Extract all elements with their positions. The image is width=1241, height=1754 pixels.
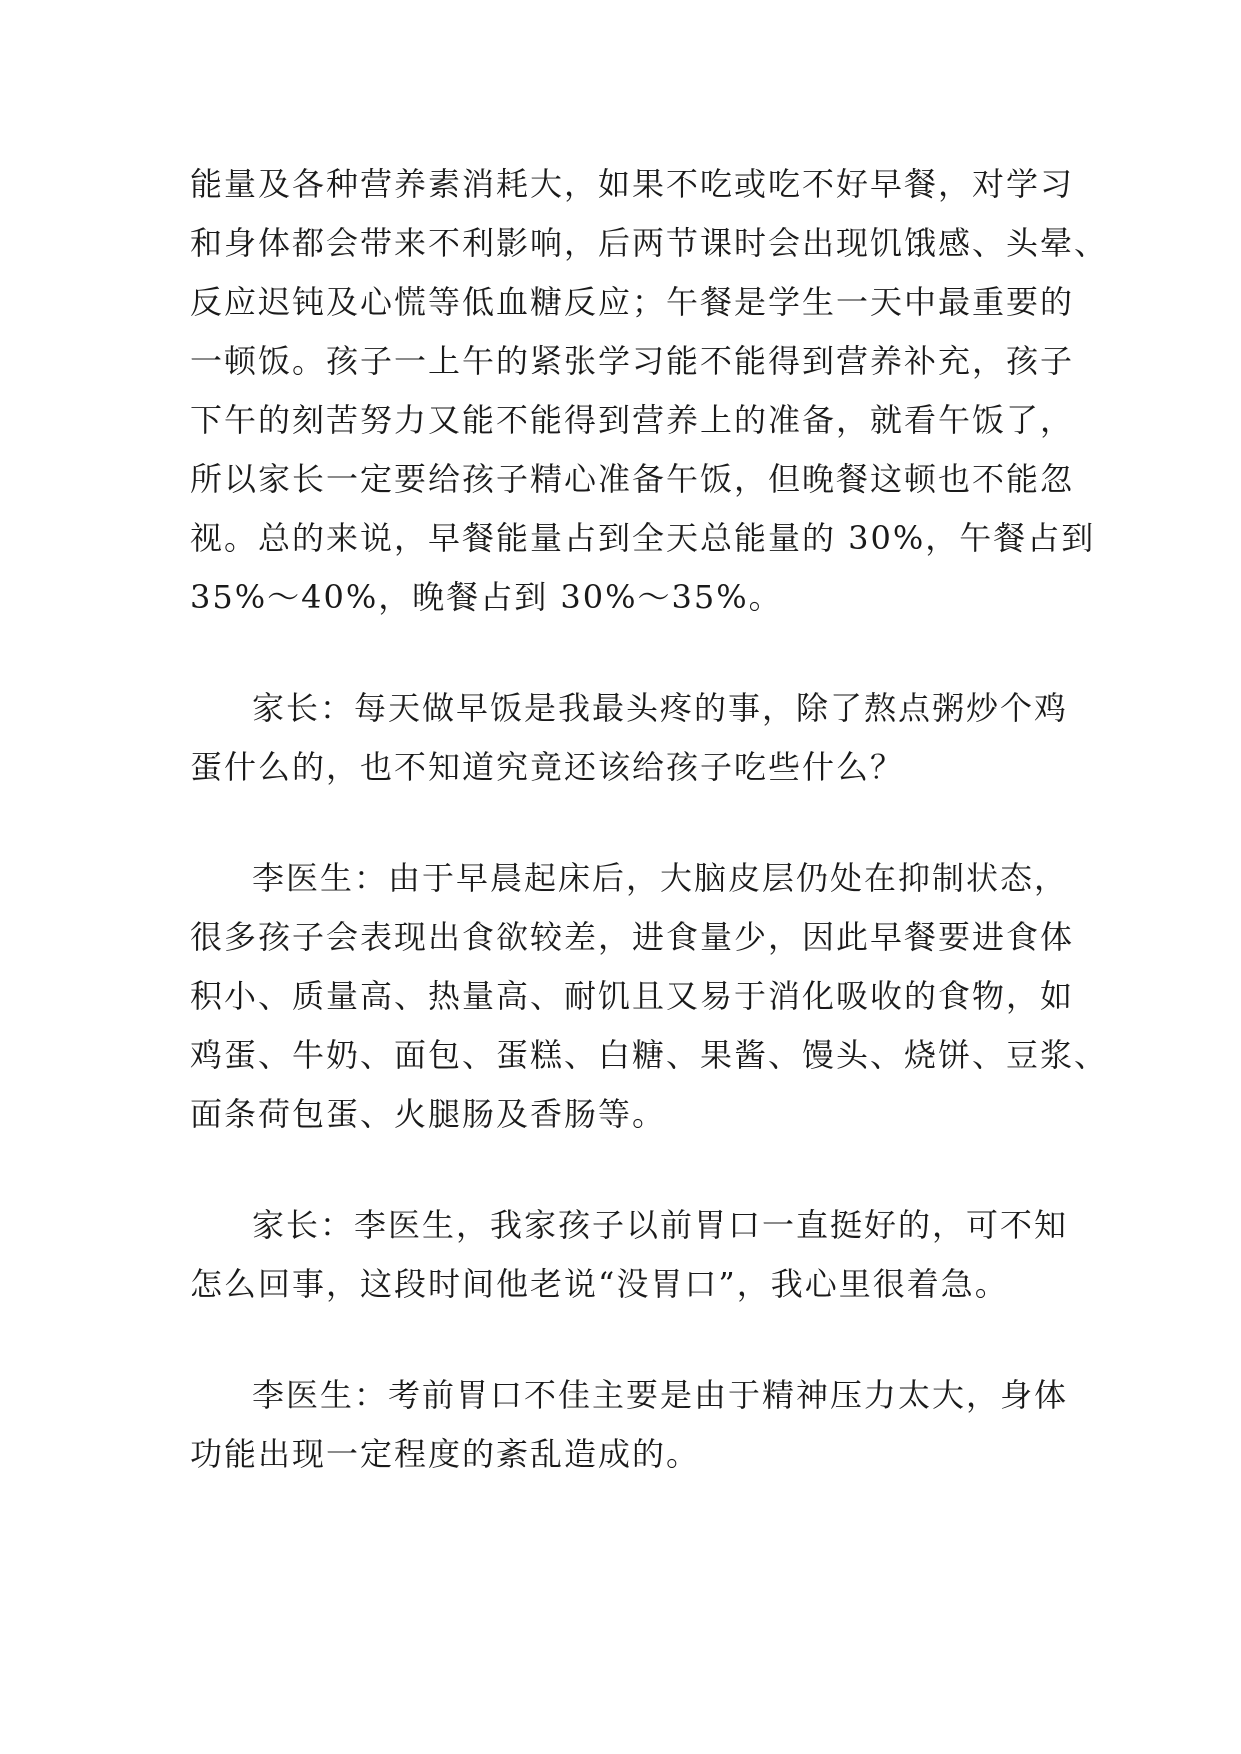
- text-line: 一顿饭。孩子一上午的紧张学习能不能得到营养补充，孩子: [190, 342, 1075, 380]
- paragraph-doctor-answer-appetite: [190, 1366, 1070, 1484]
- text-line: 鸡蛋、牛奶、面包、蛋糕、白糖、果酱、馒头、烧饼、豆浆、: [190, 1036, 1109, 1074]
- text-line: 35%～40%，晚餐占到 30%～35%。: [190, 578, 783, 616]
- text-line: 李医生：考前胃口不佳主要是由于精神压力太大，身体: [252, 1376, 1069, 1414]
- text-line: 蛋什么的，也不知道究竟还该给孩子吃些什么？: [190, 748, 905, 786]
- text-line: 面条荷包蛋、火腿肠及香肠等。: [190, 1095, 667, 1133]
- text-line: 怎么回事，这段时间他老说“没胃口”，我心里很着急。: [190, 1265, 1009, 1303]
- paragraph-meal-energy: [190, 155, 1109, 627]
- text-line: 李医生：由于早晨起床后，大脑皮层仍处在抑制状态，: [252, 859, 1069, 897]
- text-line: 所以家长一定要给孩子精心准备午饭，但晚餐这顿也不能忽: [190, 460, 1075, 498]
- text-line: 视。总的来说，早餐能量占到全天总能量的 30%，午餐占到: [190, 519, 1096, 557]
- text-line: 家长：李医生，我家孩子以前胃口一直挺好的，可不知: [252, 1206, 1069, 1244]
- text-line: 积小、质量高、热量高、耐饥且又易于消化吸收的食物，如: [190, 977, 1075, 1015]
- text-line: 很多孩子会表现出食欲较差，进食量少，因此早餐要进食体: [190, 918, 1075, 956]
- text-line: 功能出现一定程度的紊乱造成的。: [190, 1435, 701, 1473]
- paragraph-parent-question-breakfast: [190, 679, 1070, 797]
- text-line: 家长：每天做早饭是我最头疼的事，除了熬点粥炒个鸡: [252, 689, 1069, 727]
- text-line: 和身体都会带来不利影响，后两节课时会出现饥饿感、头晕、: [190, 224, 1109, 262]
- text-line: 下午的刻苦努力又能不能得到营养上的准备，就看午饭了，: [190, 401, 1075, 439]
- paragraph-parent-question-appetite: [190, 1196, 1070, 1314]
- text-line: 反应迟钝及心慌等低血糖反应；午餐是学生一天中最重要的: [190, 283, 1075, 321]
- document-body: [190, 155, 1109, 1484]
- paragraph-doctor-answer-breakfast: [190, 849, 1109, 1144]
- text-line: 能量及各种营养素消耗大，如果不吃或吃不好早餐，对学习: [190, 165, 1075, 203]
